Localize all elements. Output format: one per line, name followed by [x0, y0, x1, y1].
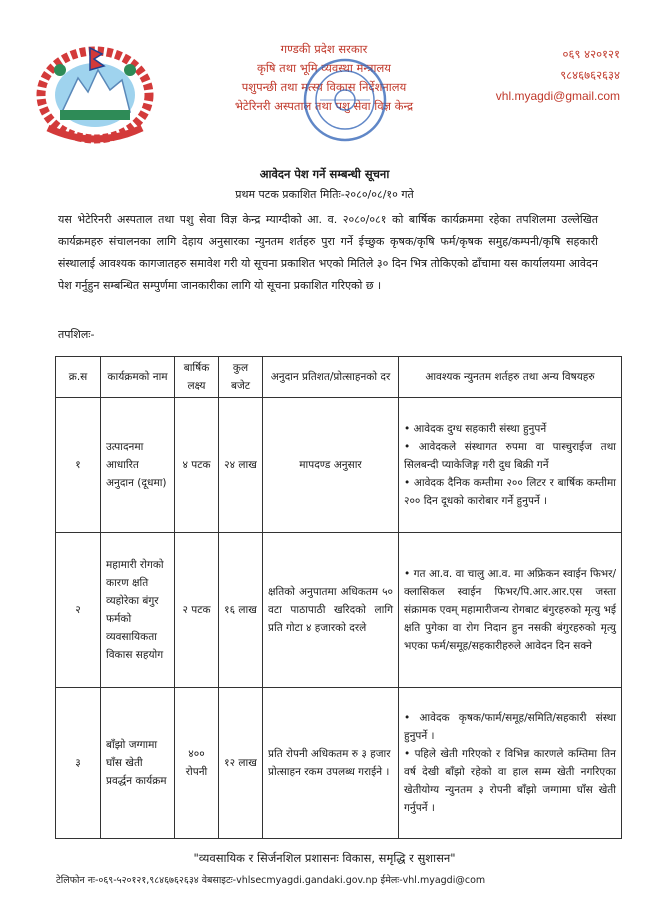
- row-budget: १६ लाख: [219, 533, 263, 688]
- row-requirements: [399, 398, 622, 533]
- row-sn: १: [56, 398, 101, 533]
- office-line-center: भेटेरिनरी अस्पताल तथा पशु सेवा विज्ञ केन्द्र: [234, 99, 414, 113]
- row-rate: क्षतिको अनुपातमा अधिकतम ५० वटा पाठापाठी खरिदको लागि प्रति गोटा ४ हजारको दरले: [263, 533, 399, 688]
- column-header-budget: कुल बजेट: [219, 357, 263, 398]
- column-header-requirements: आवश्यक न्युनतम शर्तहरु तथा अन्य विषयहरु: [399, 357, 622, 398]
- phone-number-2: ९८४६७६२६३४: [560, 68, 620, 82]
- notice-title: आवेदन पेश गर्ने सम्बन्धी सूचना: [259, 167, 390, 181]
- row-budget: १२ लाख: [219, 688, 263, 839]
- column-header-target: बार्षिक लक्ष्य: [175, 357, 219, 398]
- published-date: प्रथम पटक प्रकाशित मितिः-२०८०/०८/१० गते: [235, 188, 414, 201]
- office-line-ministry: कृषि तथा भूमि व्यवस्था मन्त्रालय: [257, 61, 391, 75]
- row-requirements: [399, 533, 622, 688]
- row-budget: २४ लाख: [219, 398, 263, 533]
- row-sn: ३: [56, 688, 101, 839]
- row-target: ४ पटक: [175, 398, 219, 533]
- footer-contact-line: टेलिफोन नः-०६९-५२०१२१,९८४६७६२६३४ वेबसाइटः-vhlsecmyagdi.gandaki.gov.np ईमेलः-vhl.myagdi@com: [56, 875, 486, 886]
- office-stamp-icon: [300, 55, 390, 145]
- requirement-item: • पहिले खेती गरिएको र विभिन्न कारणले कम्तिमा तिन वर्ष देखी बाँझो रहेको वा हाल सम्म खेती नगरिएका खेतीयोग्य न्युनतम ३ रोपनी बाँझो जग्गामा घाँस खेती गर्नुपर्ने ।: [404, 748, 616, 814]
- row-program-name: उत्पादनमा आधारित अनुदान (दूधमा): [101, 398, 175, 533]
- table-header-row: [56, 357, 622, 398]
- table-row: [56, 688, 622, 839]
- requirement-item: • आवेदक दैनिक कम्तीमा २०० लिटर र बार्षिक कम्तीमा २०० दिन दूधको कारोबार गर्ने हुनुपर्ने ।: [404, 477, 616, 507]
- program-table: [55, 356, 622, 839]
- notice-body: यस भेटेरिनरी अस्पताल तथा पशु सेवा विज्ञ केन्द्र म्याग्दीको आ. व. २०८०/०८१ को बार्षिक कार्यक्रममा रहेका तपशिलमा उल्लेखित कार्यक्रमहरु संचालनका लागि देहाय अनुसारका न्युनतम शर्तहरु पुरा गर्ने ईच्छुक कृषक/कृषि फर्म/कृषक समुह/कम्पनी/कृषि सहकारी संस्थालाई आवश्यक कागजातहरु समावेश गरी यो सूचना प्रकाशित भएको मितिले ३० दिन भित्र तोकिएको ढाँचामा यस कार्यालयमा आवेदन पेश गर्नुहुन सम्बन्धित सम्पुर्णमा जानकारीका लागि यो सूचना प्रकाशित गरिएको छ ।: [58, 213, 598, 292]
- details-label: तपशिलः-: [58, 328, 95, 341]
- requirement-item: • आवेदक दुग्ध सहकारी संस्था हुनुपर्ने: [404, 423, 547, 435]
- office-line-province: गण्डकी प्रदेश सरकार: [280, 42, 368, 56]
- row-target: २ पटक: [175, 533, 219, 688]
- row-requirements: [399, 688, 622, 839]
- contact-block: [480, 44, 620, 107]
- requirement-item: • आवेदकले संस्थागत रुपमा वा पास्चुराईज तथा सिलबन्दी प्याकेजिङ्ग गरी दुध बिक्री गर्ने: [404, 441, 616, 471]
- row-target: ४०० रोपनी: [175, 688, 219, 839]
- row-program-name: महामारी रोगको कारण क्षति व्यहोरेका बंगुर फर्मको व्यवसायिकता विकास सहयोग: [101, 533, 175, 688]
- table-row: [56, 533, 622, 688]
- row-rate: मापदण्ड अनुसार: [263, 398, 399, 533]
- phone-number-1: ०६९ ४२०१२१: [562, 47, 620, 61]
- table-row: [56, 398, 622, 533]
- requirement-item: • आवेदक कृषक/फार्म/समूह/समिति/सहकारी संस्था हुनुपर्ने ।: [404, 712, 616, 742]
- row-rate: प्रति रोपनी अधिकतम रु ३ हजार प्रोत्साहन रकम उपलब्ध गराईने ।: [263, 688, 399, 839]
- government-emblem-icon: [30, 40, 160, 145]
- column-header-program: कार्यक्रमको नाम: [101, 357, 175, 398]
- row-program-name: बाँझो जग्गामा घाँस खेती प्रवर्द्धन कार्यक्रम: [101, 688, 175, 839]
- email-address[interactable]: vhl.myagdi@gmail.com: [495, 89, 620, 103]
- office-line-directorate: पशुपन्छी तथा मत्स्य विकास निर्देशनालय: [241, 80, 407, 94]
- column-header-rate: अनुदान प्रतिशत/प्रोत्साहनको दर: [263, 357, 399, 398]
- column-header-sn: क्र.स: [56, 357, 101, 398]
- office-motto: "व्यवसायिक र सिर्जनशिल प्रशासनः विकास, समृद्धि र सुशासन": [193, 851, 456, 865]
- requirement-item: • गत आ.व. वा चालु आ.व. मा अफ्रिकन स्वाईन फिभर/क्लासिकल स्वाईन फिभर/पि.आर.आर.एस जस्ता संक्रामक एवम् महामारीजन्य रोगबाट बंगुरहरुको मृत्यु भई क्षति पुगेका वा रोग निदान हुन नसकी बंगुरहरुको मृत्यु भएका फर्म/समूह/सहकारीहरुले आवेदन दिन सक्ने: [404, 568, 616, 652]
- row-sn: २: [56, 533, 101, 688]
